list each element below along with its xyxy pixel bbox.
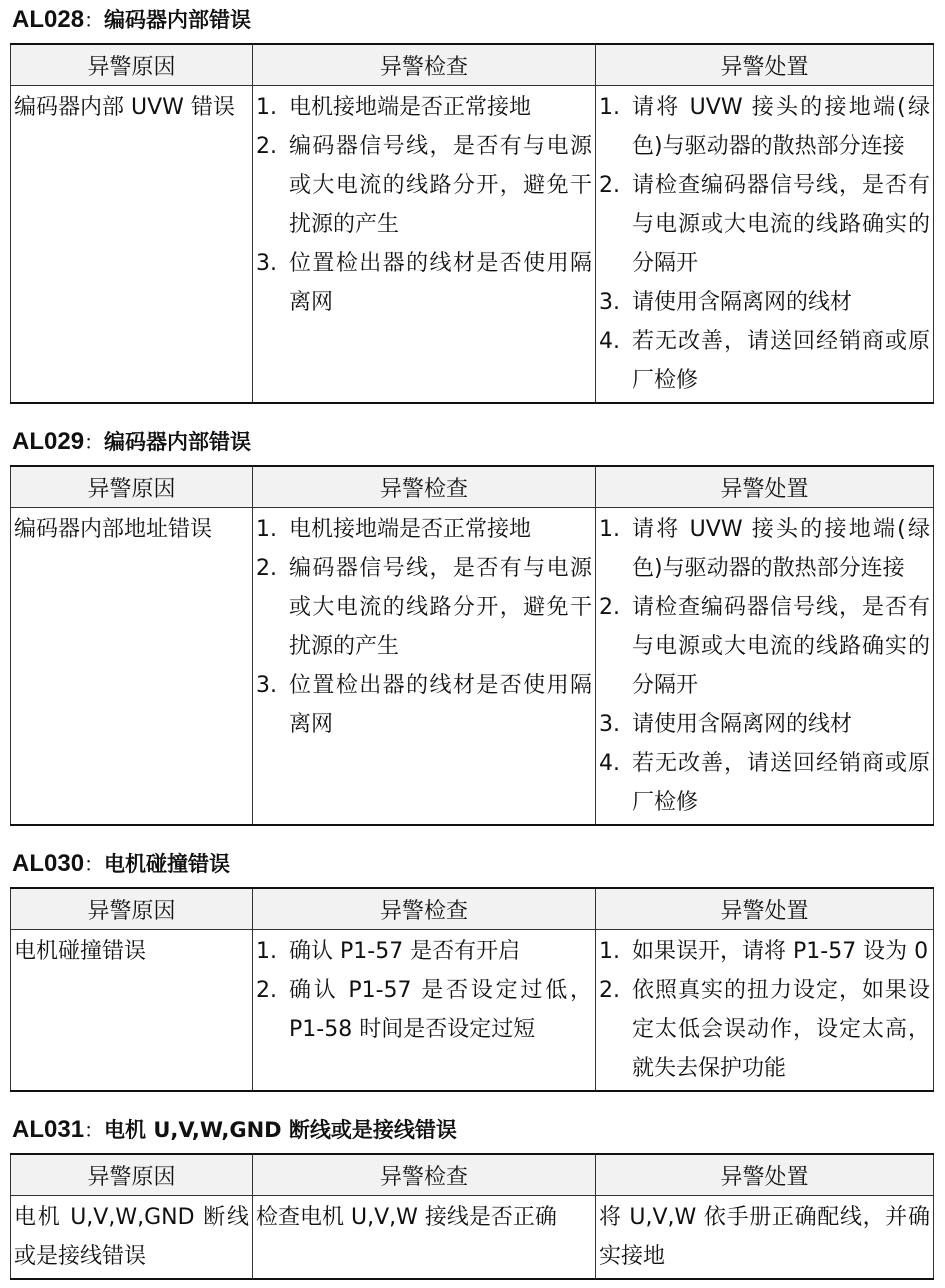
alarm-table <box>10 1153 934 1280</box>
check-list <box>256 510 592 744</box>
action-list <box>599 932 930 1088</box>
alarm-description: 电机碰撞错误 <box>104 852 231 876</box>
list-item: 2. 请检查编码器信号线，是否有与电源或大电流的线路确实的分隔开 <box>599 173 930 276</box>
header-action: 异警处置 <box>596 888 934 930</box>
section-title: AL031：电机 U,V,W,GND 断线或是接线错误 <box>12 1116 457 1143</box>
alarm-description: 电机 U,V,W,GND 断线或是接线错误 <box>104 1118 457 1142</box>
header-cause: 异警原因 <box>11 466 253 508</box>
header-cause: 异警原因 <box>11 888 253 930</box>
cause-cell: 电机 U,V,W,GND 断线或是接线错误 <box>11 1196 253 1279</box>
list-item: 1. 电机接地端是否正常接地 <box>256 95 532 120</box>
alarm-code: AL028 <box>12 6 85 33</box>
action-list <box>599 88 930 400</box>
section-title: AL029：编码器内部错误 <box>12 428 252 455</box>
alarm-table <box>10 887 934 1092</box>
cause-cell: 编码器内部地址错误 <box>11 508 253 825</box>
header-check: 异警检查 <box>253 466 596 508</box>
action-cell: 将 U,V,W 依手册正确配线，并确实接地 <box>596 1196 934 1279</box>
list-item: 3. 位置检出器的线材是否使用隔离网 <box>256 673 592 737</box>
list-item: 1. 请将 UVW 接头的接地端(绿色)与驱动器的散热部分连接 <box>599 517 930 581</box>
check-cell: 检查电机 U,V,W 接线是否正确 <box>253 1196 596 1279</box>
list-item: 2. 依照真实的扭力设定，如果设定太低会误动作，设定太高，就失去保护功能 <box>599 978 930 1081</box>
action-cell <box>596 508 934 825</box>
list-item: 1. 确认 P1-57 是否有开启 <box>256 939 521 964</box>
check-list <box>256 932 592 1049</box>
alarm-code: AL031 <box>12 1116 85 1143</box>
list-item: 4. 若无改善，请送回经销商或原厂检修 <box>599 751 930 815</box>
action-list <box>599 510 930 822</box>
check-cell <box>253 930 596 1091</box>
header-action: 异警处置 <box>596 44 934 86</box>
check-cell <box>253 508 596 825</box>
cause-cell: 电机碰撞错误 <box>11 930 253 1091</box>
alarm-table <box>10 465 934 826</box>
alarm-code: AL030 <box>12 850 85 877</box>
alarm-table <box>10 43 934 404</box>
header-cause: 异警原因 <box>11 1154 253 1196</box>
list-item: 1. 请将 UVW 接头的接地端(绿色)与驱动器的散热部分连接 <box>599 95 930 159</box>
action-cell <box>596 930 934 1091</box>
check-cell <box>253 86 596 403</box>
header-check: 异警检查 <box>253 888 596 930</box>
alarm-description: 编码器内部错误 <box>104 430 252 454</box>
alarm-code: AL029 <box>12 428 85 455</box>
list-item: 2. 编码器信号线，是否有与电源或大电流的线路分开，避免干扰源的产生 <box>256 556 592 659</box>
list-item: 3. 请使用含隔离网的线材 <box>599 290 853 315</box>
list-item: 1. 如果误开，请将 P1-57 设为 0 <box>599 939 929 964</box>
header-check: 异警检查 <box>253 1154 596 1196</box>
check-list <box>256 88 592 322</box>
header-cause: 异警原因 <box>11 44 253 86</box>
list-item: 2. 请检查编码器信号线，是否有与电源或大电流的线路确实的分隔开 <box>599 595 930 698</box>
list-item: 3. 请使用含隔离网的线材 <box>599 712 853 737</box>
list-item: 2. 确认 P1-57 是否设定过低，P1-58 时间是否设定过短 <box>256 978 592 1042</box>
list-item: 3. 位置检出器的线材是否使用隔离网 <box>256 251 592 315</box>
header-action: 异警处置 <box>596 466 934 508</box>
list-item: 2. 编码器信号线，是否有与电源或大电流的线路分开，避免干扰源的产生 <box>256 134 592 237</box>
section-title: AL030：电机碰撞错误 <box>12 850 231 877</box>
header-action: 异警处置 <box>596 1154 934 1196</box>
section-title: AL028：编码器内部错误 <box>12 6 252 33</box>
list-item: 4. 若无改善，请送回经销商或原厂检修 <box>599 329 930 393</box>
header-check: 异警检查 <box>253 44 596 86</box>
alarm-description: 编码器内部错误 <box>104 8 252 32</box>
cause-cell: 编码器内部 UVW 错误 <box>11 86 253 403</box>
list-item: 1. 电机接地端是否正常接地 <box>256 517 532 542</box>
action-cell <box>596 86 934 403</box>
